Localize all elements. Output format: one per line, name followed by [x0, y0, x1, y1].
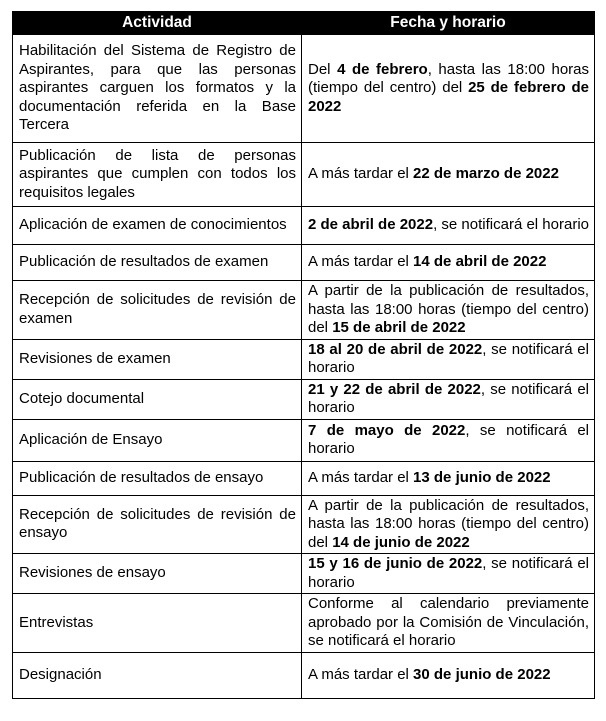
activity-cell: Recepción de solicitudes de revisión de examen — [13, 281, 302, 340]
table-row — [13, 207, 595, 245]
date-text: A más tardar el — [308, 253, 414, 271]
date-cell — [302, 281, 595, 340]
date-cell — [302, 339, 595, 379]
date-text: A partir de la publicación de resultados, hasta las 18:00 horas (tiempo del centro) del — [308, 282, 589, 336]
table-row — [13, 652, 595, 698]
schedule-table — [12, 11, 595, 699]
date-text: A más tardar el — [308, 165, 414, 183]
header-fecha-horario: Fecha y horario — [302, 12, 595, 35]
date-cell — [302, 461, 595, 495]
table-row — [13, 419, 595, 461]
activity-cell: Publicación de resultados de examen — [13, 245, 302, 281]
date-emphasis: 15 y 16 de junio de 2022 — [308, 555, 483, 572]
date-cell — [302, 35, 595, 143]
date-cell — [302, 245, 595, 281]
date-emphasis: 4 de febrero — [337, 60, 428, 78]
date-emphasis: 22 de marzo de 2022 — [413, 165, 559, 183]
activity-cell: Publicación de lista de personas aspirantes que cumplen con todos los requisitos legales — [13, 143, 302, 207]
date-text: , se notificará el horario — [433, 216, 589, 234]
table-row — [13, 339, 595, 379]
activity-cell: Aplicación de Ensayo — [13, 419, 302, 461]
table-row — [13, 245, 595, 281]
activity-cell: Habilitación del Sistema de Registro de Aspirantes, para que las personas aspirantes carguen los formatos y la documentación referida en la Base Tercera — [13, 35, 302, 143]
date-text: Conforme al calendario previamente aprobado por la Comisión de Vinculación, se notificará el horario — [308, 595, 589, 649]
date-emphasis: 7 de mayo de 2022 — [308, 421, 466, 439]
date-cell — [302, 495, 595, 554]
date-text: A más tardar el — [308, 468, 414, 486]
table-row — [13, 461, 595, 495]
activity-cell: Entrevistas — [13, 594, 302, 653]
activity-cell: Designación — [13, 652, 302, 698]
table-row — [13, 594, 595, 653]
date-emphasis: 25 de febrero de 2022 — [308, 79, 589, 115]
date-cell — [302, 419, 595, 461]
table-row — [13, 495, 595, 554]
date-emphasis: 2 de abril de 2022 — [308, 216, 434, 234]
date-text: , se notificará el horario — [308, 380, 589, 416]
date-text: , hasta las 18:00 horas (tiempo del centro) del — [308, 60, 589, 97]
activity-cell: Revisiones de examen — [13, 339, 302, 379]
table-row — [13, 143, 595, 207]
table-row — [13, 35, 595, 143]
date-text: , se notificará el horario — [308, 421, 589, 457]
date-text: A más tardar el — [308, 665, 414, 683]
date-emphasis: 21 y 22 de abril de 2022 — [308, 380, 481, 398]
table-row — [13, 554, 595, 594]
date-text: Del — [308, 60, 338, 78]
date-emphasis: 18 al 20 de abril de 2022 — [308, 340, 483, 358]
date-cell — [302, 379, 595, 419]
table-body — [13, 35, 595, 699]
date-text: A partir de la publicación de resultados, hasta las 18:00 horas (tiempo del centro) del — [308, 496, 589, 551]
activity-cell: Aplicación de examen de conocimientos — [13, 207, 302, 245]
date-cell — [302, 143, 595, 207]
activity-cell: Revisiones de ensayo — [13, 554, 302, 594]
date-text: , se notificará el horario — [308, 555, 589, 591]
date-emphasis: 14 de junio de 2022 — [332, 533, 470, 551]
date-emphasis: 13 de junio de 2022 — [413, 468, 551, 486]
date-cell — [302, 554, 595, 594]
date-cell — [302, 207, 595, 245]
date-emphasis: 14 de abril de 2022 — [413, 253, 547, 271]
activity-cell: Cotejo documental — [13, 379, 302, 419]
header-row — [13, 12, 595, 35]
date-text: , se notificará el horario — [308, 340, 589, 376]
date-cell — [302, 652, 595, 698]
header-actividad: Actividad — [13, 12, 302, 35]
date-emphasis: 15 de abril de 2022 — [332, 319, 466, 336]
date-emphasis: 30 de junio de 2022 — [413, 665, 551, 683]
activity-cell: Publicación de resultados de ensayo — [13, 461, 302, 495]
table-row — [13, 379, 595, 419]
activity-cell: Recepción de solicitudes de revisión de ensayo — [13, 495, 302, 554]
date-cell — [302, 594, 595, 653]
table-row — [13, 281, 595, 340]
